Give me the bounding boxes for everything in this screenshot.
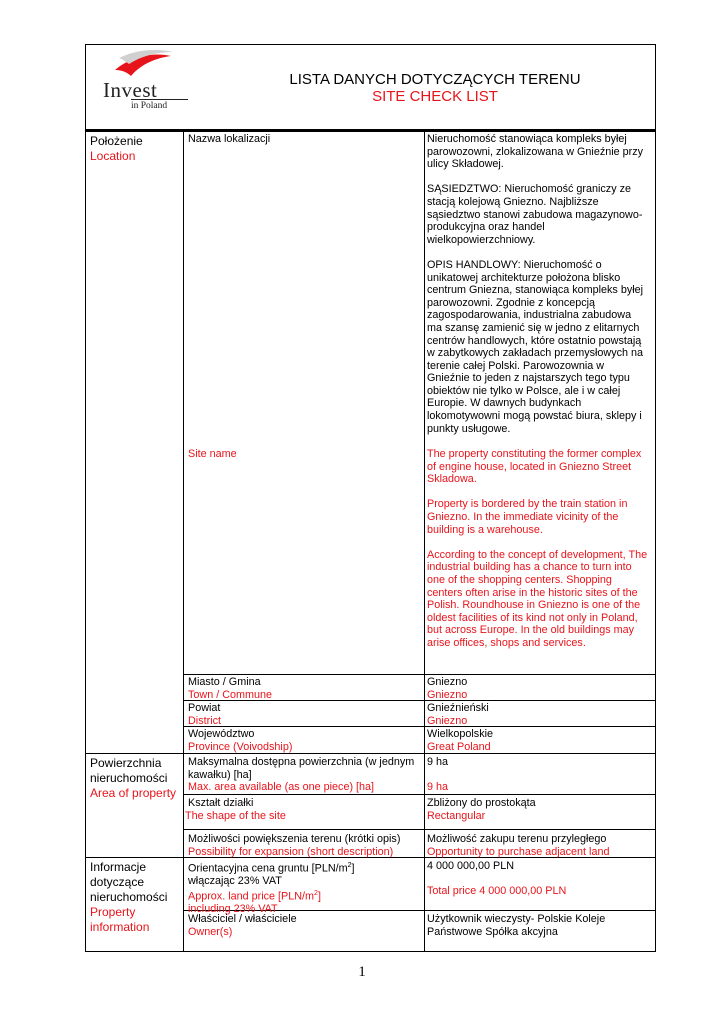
logo-word: Invest xyxy=(103,78,158,102)
land-price-label: Orientacyjna cena gruntu $[PLN/m^2]$ włączając 23% VAT Approx. land price $[PLN/m^2]$ including 23% VAT xyxy=(188,862,355,915)
shape-label: Kształt działki The shape of the site xyxy=(185,797,286,822)
section-info xyxy=(90,860,167,935)
section-info-pl2: dotyczące xyxy=(90,875,145,889)
max-area-label: Maksymalna dostępna powierzchnia (w jednym kawałku) [ha] Max. area available (as one piece) [ha] xyxy=(188,756,415,794)
section-location-pl: Położenie xyxy=(90,134,143,148)
expansion-value: Możliwość zakupu terenu przyległego Opportunity to purchase adjacent land xyxy=(427,833,610,858)
invest-in-poland-logo xyxy=(101,50,176,114)
row-line xyxy=(183,829,656,830)
document-header xyxy=(85,44,656,131)
section-info-en2: information xyxy=(90,920,150,934)
site-name-label-en: Site name xyxy=(188,448,237,460)
district-label: Powiat District xyxy=(188,702,221,727)
site-description-pl: Nieruchomość stanowiąca kompleks byłej parowozowni, zlokalizowana w Gnieźnie przy ulicy Składowej. SĄSIEDZTWO: Nieruchomość graniczy ze stacją kolejową Gniezno. Najbliższe sąsiedztwo stanowi zabudowa magazynowo- produkcyjna oraz handel wielkopowierzchniowy. OPIS HANDLOWY: Nieruchomość o unikatowej architekturze położona blisko centrum Gniezna, stanowiąca kompleks byłej parowozowni. Zgodnie z koncepcją zagospodarowania, industrialna zabudowa ma szansę zamienić się w jedno z elitarnych centrów handlowych, które ostatnio powstają w zabytkowych zakładach przemysłowych na terenie całej Polski. Parowozownia w Gnieźnie to jeden z najstarszych tego typu obiektów nie tylko w Polsce, ale i w całej Europie. W dawnych budynkach lokomotywowni mogą powstać biura, sklepy i punkty usługowe. xyxy=(427,133,644,435)
title-english: SITE CHECK LIST xyxy=(372,88,498,105)
land-price-value: 4 000 000,00 PLN Total price 4 000 000,00 PLN xyxy=(427,860,567,898)
section-location-en: Location xyxy=(90,149,136,163)
row-line xyxy=(183,794,656,795)
site-description-en: The property constituting the former complex of engine house, located in Gniezno Street Skladowa. Property is bordered by the train station in Gniezno. In the immediate vicinity of the building is a warehouse. According to the concept of development, The industrial building has a chance to turn into one of the shopping centers. Shopping centers often arise in the historic sites of the Polish. Roundhouse in Gniezno is one of the oldest facilities of its kind not only in Poland, but across Europe. In the old buildings may arise offices, shops and services. xyxy=(427,448,648,649)
province-value: Wielkopolskie Great Poland xyxy=(427,728,494,753)
section-area-en: Area of property xyxy=(90,786,177,800)
page-number: 1 xyxy=(358,964,366,980)
owner-label: Właściciel / właściciele Owner(s) xyxy=(188,913,297,938)
owner-value: Użytkownik wieczysty- Polskie Koleje Państwowe Spółka akcyjna xyxy=(427,913,606,938)
district-value: Gnieźnieński Gniezno xyxy=(427,702,489,727)
shape-value: Zbliżony do prostokąta Rectangular xyxy=(427,797,536,822)
row-line xyxy=(183,674,656,675)
town-value: Gniezno Gniezno xyxy=(427,676,468,701)
town-label: Miasto / Gmina Town / Commune xyxy=(188,676,273,701)
table-top-line xyxy=(85,131,656,132)
max-area-value: 9 ha 9 ha xyxy=(427,756,449,794)
section-info-en1: Property xyxy=(90,905,136,919)
section-area xyxy=(90,756,176,801)
province-label: Województwo Province (Voivodship) xyxy=(188,728,293,753)
section-info-pl1: Informacje xyxy=(90,860,147,874)
section-location xyxy=(90,134,143,164)
section-line xyxy=(85,753,656,754)
expansion-label: Możliwości powiększenia terenu (krótki opis) Possibility for expansion (short description) xyxy=(188,833,401,858)
row-line xyxy=(183,726,656,727)
logo-subtitle: in Poland xyxy=(131,99,188,111)
section-area-pl2: nieruchomości xyxy=(90,771,168,785)
section-info-pl3: nieruchomości xyxy=(90,890,168,904)
title-polish: LISTA DANYCH DOTYCZĄCYCH TERENU xyxy=(289,71,581,88)
section-area-pl1: Powierzchnia xyxy=(90,756,162,770)
site-name-label-pl: Nazwa lokalizacji xyxy=(188,133,271,145)
